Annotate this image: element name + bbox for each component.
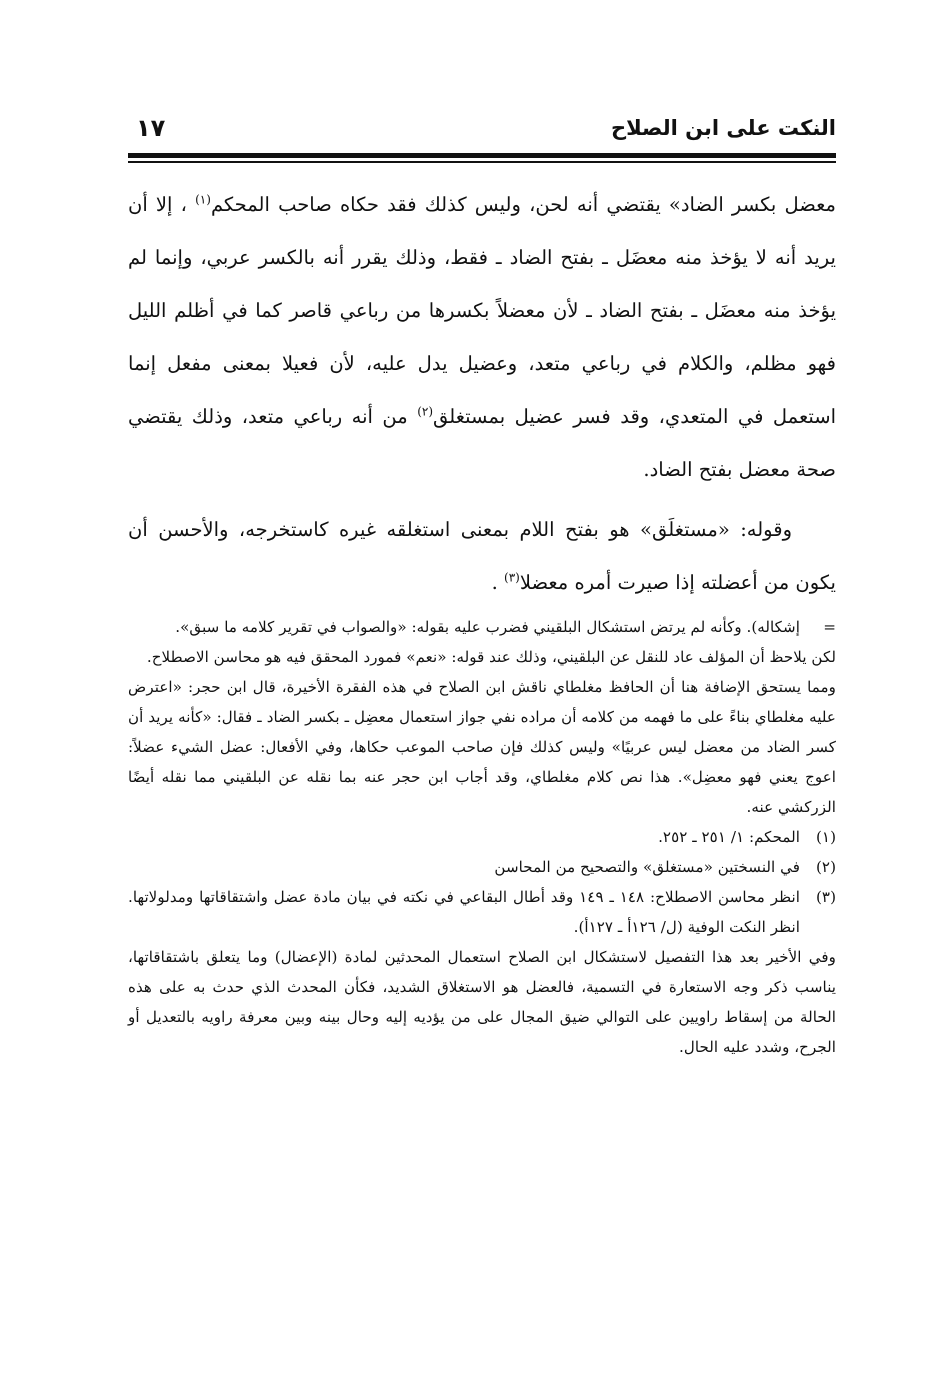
- page-number: ١٧: [136, 114, 166, 142]
- header-rule-thick: [128, 153, 836, 158]
- footnote-number: (٢): [815, 858, 836, 876]
- footnote-number: (١): [815, 828, 836, 846]
- continuation-mark: =: [823, 618, 836, 636]
- footnote-2: [128, 852, 836, 882]
- paragraph-text: وقوله: «مستغلَق» هو بفتح اللام بمعنى استغلقه غيره كاستخرجه، والأحسن أن يكون من أعضلته إذا صيرت أمره معضلا: [128, 518, 836, 594]
- header-rule-thin: [128, 161, 836, 163]
- paragraph-text: معضل بكسر الضاد» يقتضي أنه لحن، وليس كذلك فقد حكاه صاحب المحكم: [210, 193, 836, 216]
- body-paragraph: [128, 178, 836, 496]
- main-text: [128, 178, 836, 609]
- footnotes: [128, 612, 836, 1062]
- footnote-text: ومما يستحق الإضافة هنا أن الحافظ مغلطاي ناقش ابن الصلاح في هذه الفقرة الأخيرة، قال ابن حجر: «اعترض عليه مغلطاي بناءً على ما فهمه من كلامه أن مراده نفي جواز استعمال معضِل ـ بكسر الضاد ـ فقال: «كأنه يريد أن كسر الضاد من معضل ليس عربيًا» وليس كذلك فإن صاحب الموعب حكاها، وفي الأفعال: عضل الشيء عضلاً: اعوج يعني فهو معضِل». هذا نص كلام مغلطاي، وقد أجاب ابن حجر عنه بما نقله عن البلقيني مما نقله أيضًا الزركشي عنه.: [128, 678, 836, 816]
- page-header: [128, 110, 836, 150]
- footnote-reference[interactable]: (٣): [504, 570, 520, 585]
- body-paragraph: [128, 503, 836, 609]
- footnote-text: المحكم: ١/ ٢٥١ ـ ٢٥٢.: [658, 828, 800, 846]
- footnote-text: إشكاله). وكأنه لم يرتض استشكال البلقيني فضرب عليه بقوله: «والصواب في تقرير كلامه ما سبق».: [175, 618, 800, 636]
- footnote-text: في النسختين «مستغلق» والتصحيح من المحاسن: [494, 858, 800, 876]
- footnote-reference[interactable]: (١): [195, 192, 211, 207]
- footnote-text: وفي الأخير بعد هذا التفصيل لاستشكال ابن الصلاح استعمال المحدثين لمادة (الإعضال) وما يتعلق باشتقاقاتها، يناسب ذكر وجه الاستعارة في التسمية، فالعضل هو الاستغلاق الشديد، فكأن المحدث الذي حدث به على هذه الحالة من إسقاط راويين على التوالي ضيق المجال على من يؤديه إليه وحال بينه وبين معرفة راويه بالتعديل أو الجرح، وشدد عليه الحال.: [128, 948, 836, 1056]
- footnote-reference[interactable]: (٢): [417, 404, 434, 419]
- paragraph-text: .: [491, 571, 505, 594]
- footnote-1: [128, 822, 836, 852]
- footnote-number: (٣): [815, 888, 836, 906]
- paragraph-text: ، إلا أن يريد أنه لا يؤخذ منه معضَل ـ بفتح الضاد ـ فقط، وذلك يقرر أنه بالكسر عربي، وإنما لم يؤخذ منه معضَل ـ بفتح الضاد ـ لأن معضلاً بكسرها من رباعي قاصر كما في أظلم الليل فهو مظلم، والكلام في رباعي متعد، وعضيل يدل عليه، لأن فعيلا بمعنى مفعل إنما استعمل في المتعدي، وقد فسر عضيل بمستغلق: [128, 193, 836, 428]
- footnote-text: لكن يلاحظ أن المؤلف عاد للنقل عن البلقيني، وذلك عند قوله: «نعم» فمورد المحقق فيه هو محاسن الاصطلاح.: [146, 648, 836, 666]
- footnote-text: انظر محاسن الاصطلاح: ١٤٨ ـ ١٤٩ وقد أطال البقاعي في نكته في بيان مادة عضل واشتقاقاتها ومدلولاتها. انظر النكت الوفية (ل/ ١٢٦أ ـ ١٢٧أ).: [128, 888, 801, 936]
- footnote-continuation: [128, 612, 836, 642]
- footnote-3: [128, 882, 836, 942]
- paragraph-text: من أنه رباعي متعد، وذلك يقتضي صحة معضل بفتح الضاد.: [128, 405, 836, 481]
- running-title: النكت على ابن الصلاح: [610, 116, 836, 140]
